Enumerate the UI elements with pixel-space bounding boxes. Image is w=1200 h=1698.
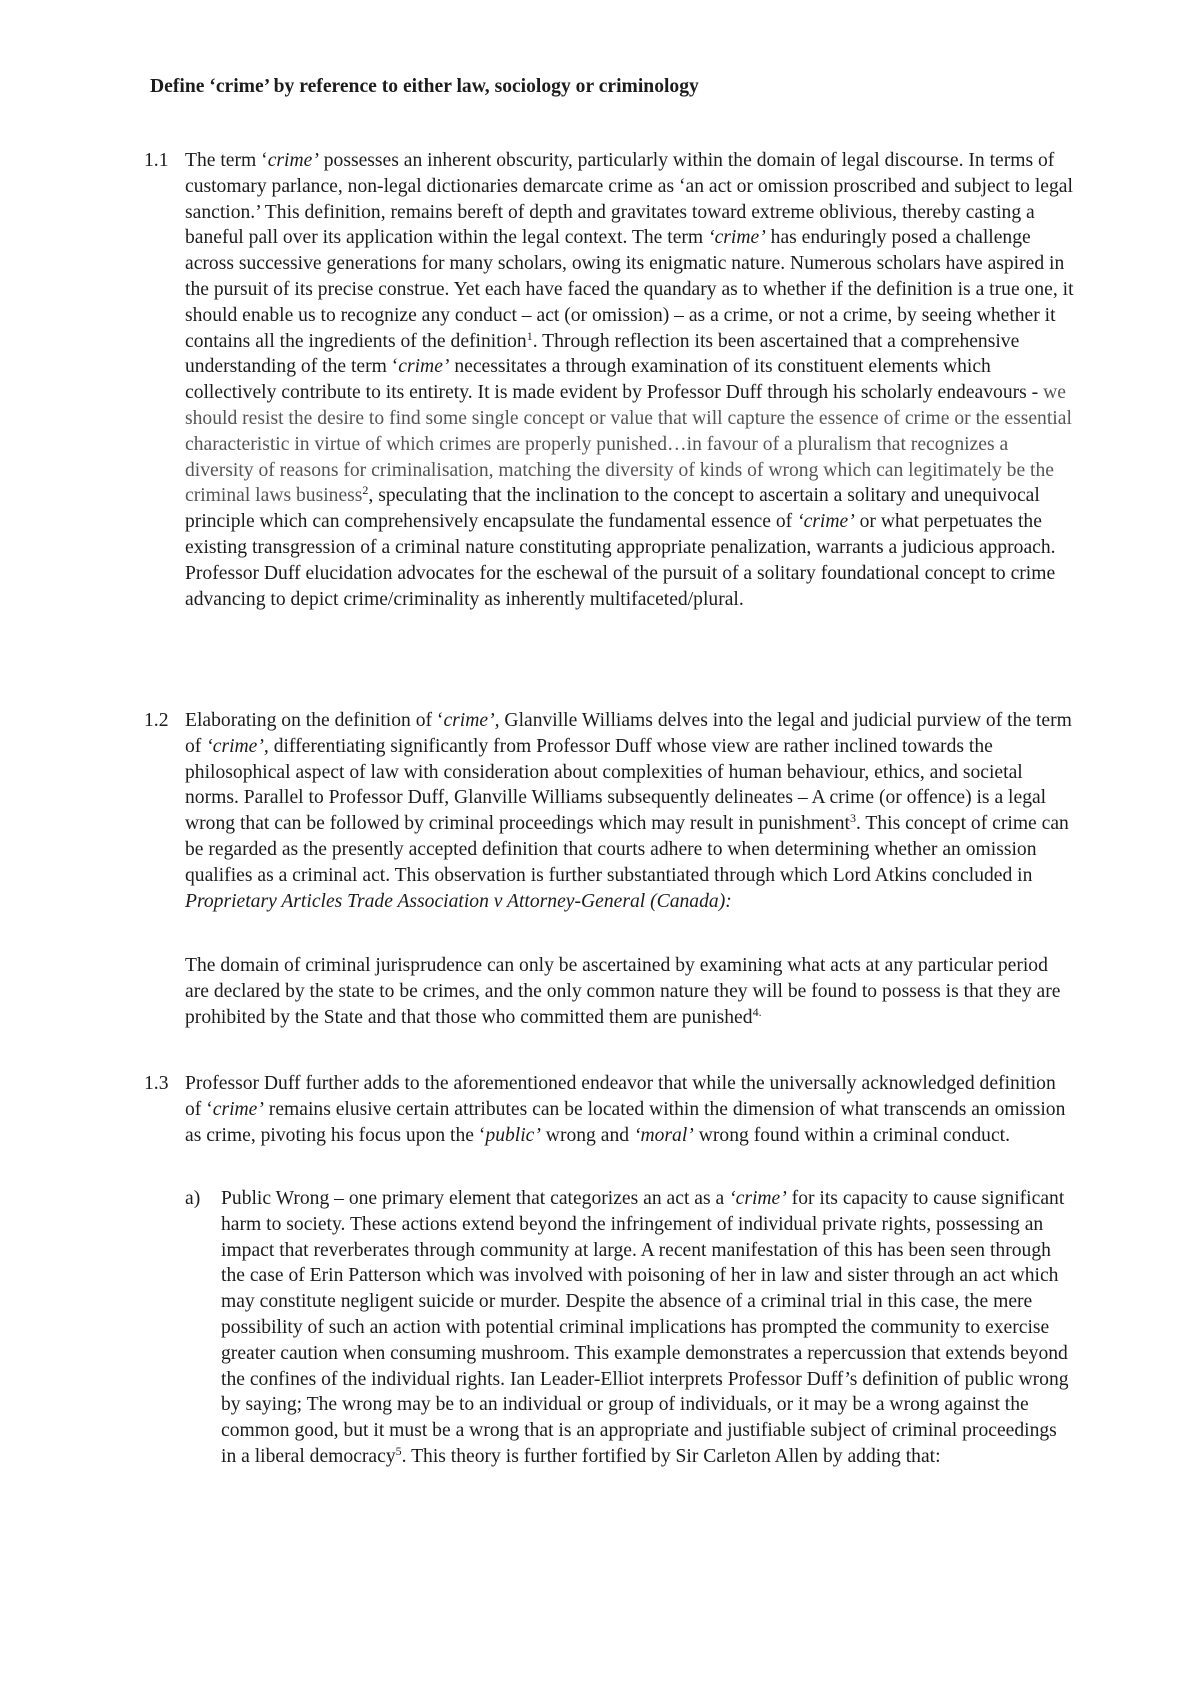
section-number: 1.3 [144,1073,169,1094]
text-run: Public Wrong – one primary element that categorizes an act as a [221,1188,730,1209]
text-run: or what perpetuates the existing transgression of a criminal nature constituting appropriate penalization, warrants a judicious approach. Professor Duff elucidation advocates for the eschewal of the pursuit of a solitary foundational concept to crime advancing to depict crime/criminality as inherently multifaceted/plural. [185,511,1056,610]
text-run: . Through reflection its been ascertained that a comprehensive understanding of the term ‘ [185,330,1020,378]
term-crime: crime’ [212,1098,264,1120]
term-moral: ‘moral’ [633,1124,694,1146]
text-run: , speculating that the inclination to the concept to ascertain a solitary and unequivocal principle which can comprehensively encapsulate the fundamental essence of [185,485,1040,533]
text-run: . This theory is further fortified by Sir Carleton Allen by adding that: [401,1445,941,1467]
quote-text: The domain of criminal jurisprudence can only be ascertained by examining what acts at any particular period are declared by the state to be crimes, and the only common nature they will be found to possess is that they are prohibited by the State and that those who committed them are punished [185,955,1061,1028]
term-public: public’ [485,1124,541,1146]
text-run: remains elusive certain attributes can be located within the dimension of what transcends an omission as crime, pivoting his focus upon the ‘ [185,1098,1066,1146]
text-run: Glanville Williams delves into the legal and judicial purview of the term of [185,710,1072,757]
term-crime: ‘crime’ [797,511,855,533]
text-run: Elaborating on the definition of ‘ [185,710,444,731]
case-citation: Proprietary Articles Trade Association v Attorney-General (Canada): [185,890,732,912]
text-run: wrong found within a criminal conduct. [693,1124,1010,1146]
footnote-ref[interactable]: 3 [849,811,856,826]
section-1-3 [144,1071,1074,1148]
text-run: possesses an inherent obscurity, particularly within the domain of legal discourse. In terms of customary parlance, non-legal dictionaries demarcate crime as ‘an act or omission proscribed and subject to legal sanction.’ This definition, remains bereft of depth and gravitates toward extreme oblivious, thereby casting a baneful pall over its application within the legal context. The term [185,150,1073,249]
section-1-2 [144,708,1074,914]
document-title: Define ‘crime’ by reference to either law, sociology or criminology [150,76,699,97]
duff-quote: we should resist the desire to find some single concept or value that will capture the essence of crime or the essential characteristic in virtue of which crimes are properly punished…in favour of a pluralism that recognizes a diversity of reasons for criminalisation, matching the diversity of kinds of wrong which can legitimately be the criminal laws business [185,382,1072,507]
footnote-ref[interactable]: 1 [526,328,533,343]
section-body [185,708,1074,914]
text-run: for its capacity to cause significant harm to society. These actions extend beyond the infringement of individual private rights, possessing an impact that reverberates through community at large. A recent manifestation of this has been seen through the case of Erin Patterson which was involved with poisoning of her in law and sister through an act which may constitute negligent suicide or murder. Despite the absence of a criminal trial in this case, the mere possibility of such an action with potential criminal implications has prompted the community to exercise greater caution when consuming mushroom. This example demonstrates a repercussion that extends beyond the confines of the individual rights. Ian Leader-Elliot interprets Professor Duff’s definition of public wrong by saying; The wrong may be to an individual or group of individuals, or it may be a wrong against the common good, but it must be a wrong that is an appropriate and justifiable subject of criminal proceedings in a liberal democracy [221,1188,1069,1467]
block-quote [185,953,1075,1030]
section-1-1 [144,148,1074,612]
subitem-body [221,1186,1075,1470]
term-crime: ‘crime’ [729,1188,787,1209]
term-crime: crime’ [398,356,450,378]
section-number: 1.1 [144,150,169,171]
footnote-ref[interactable]: 2 [362,483,369,498]
text-run: wrong and [540,1124,634,1146]
footnote-ref[interactable]: 4. [752,1004,762,1019]
section-body [185,1071,1074,1148]
term-crime: crime’, [443,710,500,731]
section-number: 1.2 [144,710,169,731]
text-run: Professor Duff further adds to the aforementioned endeavor that while the universally acknowledged definition of ‘ [185,1073,1056,1120]
text-run: . This concept of crime can be regarded as the presently accepted definition that courts adhere to when determining whether an omission qualifies as a criminal act. This observation is further substantiated through which Lord Atkins concluded in [185,813,1069,886]
text-run: has enduringly posed a challenge across successive generations for many scholars, owing its enigmatic nature. Numerous scholars have aspired in the pursuit of its precise construe. Yet each have faced the quandary as to whether if the definition is a true one, it should enable us to recognize any conduct – act (or omission) – as a crime, or not a crime, by seeing whether it contains all the ingredients of the definition [185,227,1074,352]
subitem-label: a) [185,1188,201,1209]
term-crime: ‘crime’, [206,735,269,757]
footnote-ref[interactable]: 5 [395,1443,402,1458]
text-run: necessitates a through examination of its constituent elements which collectively contribute to its entirety. It is made evident by Professor Duff through his scholarly endeavours - [185,356,1044,404]
text-run: The term ‘ [185,150,268,171]
section-body [185,148,1074,612]
subitem-a [185,1186,1075,1470]
term-crime: ‘crime’ [708,227,766,249]
term-crime: crime’ [267,150,319,171]
text-run: differentiating significantly from Professor Duff whose view are rather inclined towards the philosophical aspect of law with consideration about complexities of human behaviour, ethics, and societal norms. Parallel to Professor Duff, Glanville Williams subsequently delineates – A crime (or offence) is a legal wrong that can be followed by criminal proceedings which may result in punishment [185,735,1047,835]
